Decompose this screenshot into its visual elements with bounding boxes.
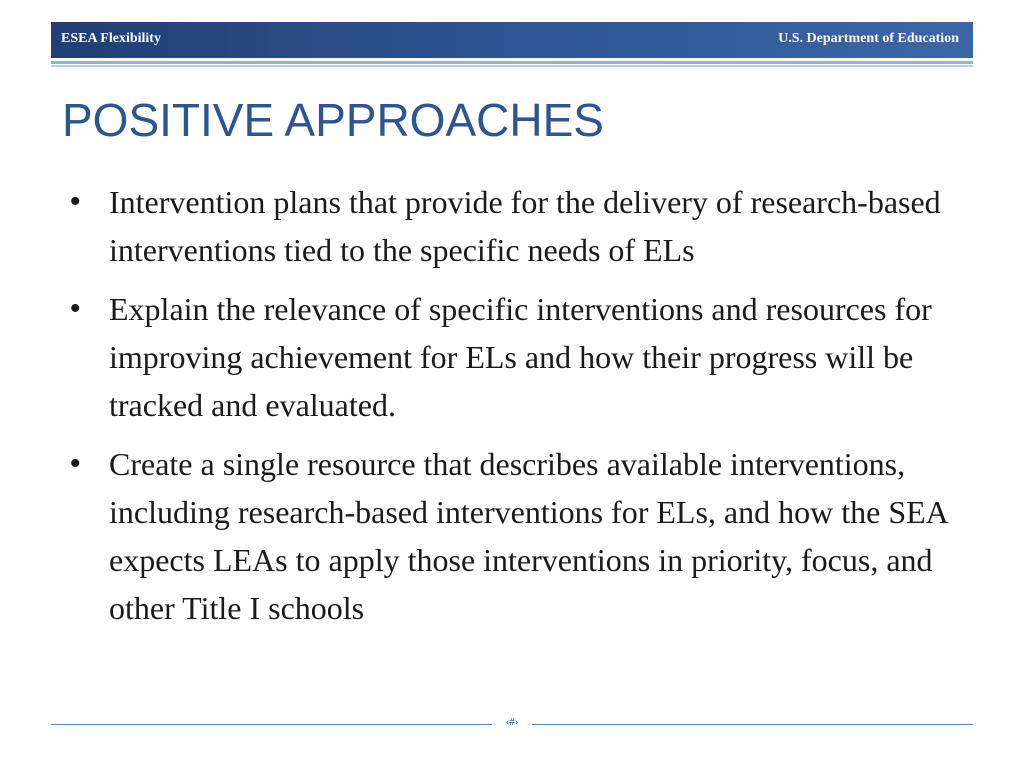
bullet-item — [66, 440, 976, 632]
header-divider-secondary — [51, 65, 973, 67]
bullet-text: Explain the relevance of specific interventions and resources for improving achievement for ELs and how their progress will be tracked and evaluated. — [109, 291, 932, 423]
header-divider — [51, 61, 973, 64]
bullet-icon: • — [70, 447, 81, 480]
footer-divider-right — [532, 724, 973, 725]
bullet-icon: • — [70, 292, 81, 325]
slide-title: POSITIVE APPROACHES — [62, 94, 604, 146]
bullet-item — [66, 285, 976, 429]
bullet-list — [66, 178, 976, 643]
bullet-icon: • — [70, 185, 81, 218]
header-left-label: ESEA Flexibility — [61, 31, 161, 46]
header-bar — [51, 22, 973, 58]
bullet-text: Create a single resource that describes available interventions, including research-based interventions for ELs, and how the SEA expects LEAs to apply those interventions in priority, focus, and other Title I schools — [109, 446, 947, 626]
footer-divider-left — [51, 724, 492, 725]
bullet-item — [66, 178, 976, 274]
page-number: ‹#› — [505, 716, 519, 728]
bullet-text: Intervention plans that provide for the delivery of research-based interventions tied to the specific needs of ELs — [109, 184, 941, 268]
header-right-label: U.S. Department of Education — [778, 31, 959, 46]
